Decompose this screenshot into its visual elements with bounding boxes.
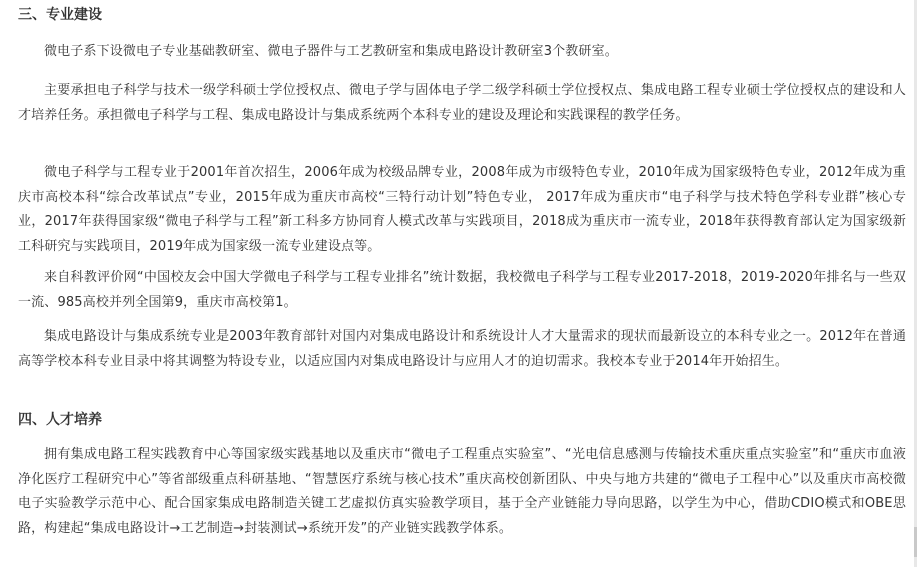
section-heading-talent-cultivation: 四、人才培养 <box>18 412 102 428</box>
paragraph-major-history: 微电子科学与工程专业于2001年首次招生，2006年成为校级品牌专业，2008年成为市级特色专业，2010年成为国家级特色专业，2012年成为重庆市高校本科“综合改革试点”专业，2015年成为重庆市高校“三特行动计划”特色专业， 2017年成为重庆市“电子科学与技术特色学科专业群”核心专业，2017年获得国家级“微电子科学与工程”新工科多方协同育人模式改革与实践项目，2018成为重庆市一流专业，2018年获得教育部认定为国家级新工科研究与实践项目，2019年成为国家级一流专业建设点等。 <box>18 165 906 254</box>
paragraph-ranking: 来自科教评价网“中国校友会中国大学微电子科学与工程专业排名”统计数据，我校微电子科学与工程专业2017-2018，2019-2020年排名与一些双一流、985高校并列全国第9，重庆市高校第1。 <box>18 270 906 310</box>
paragraph-ic-design-major: 集成电路设计与集成系统专业是2003年教育部针对国内对集成电路设计和系统设计人才大量需求的现状而最新设立的本科专业之一。2012年在普通高等学校本科专业目录中将其调整为特设专业，以适应国内对集成电路设计与应用人才的迫切需求。我校本专业于2014年开始招生。 <box>18 329 906 369</box>
paragraph-teaching-offices: 微电子系下设微电子专业基础教研室、微电子器件与工艺教研室和集成电路设计教研室3个教研室。 <box>44 44 618 59</box>
paragraph-degree-programs: 主要承担电子科学与技术一级学科硕士学位授权点、微电子学与固体电子学二级学科硕士学位授权点、集成电路工程专业硕士学位授权点的建设和人才培养任务。承担微电子科学与工程、集成电路设计与集成系统两个本科专业的建设及理论和实践课程的教学任务。 <box>18 83 906 123</box>
section-heading-major-construction: 三、专业建设 <box>18 7 102 23</box>
paragraph-practice-bases: 拥有集成电路工程实践教育中心等国家级实践基地以及重庆市“微电子工程重点实验室”、“光电信息感测与传输技术重庆重点实验室”和“重庆市血液净化医疗工程研究中心”等省部级重点科研基地、“智慧医疗系统与核心技术”重庆高校创新团队、中央与地方共建的“微电子工程中心”以及重庆市高校微电子实验教学示范中心、配合国家集成电路制造关键工艺虚拟仿真实验教学项目，基于全产业链能力导向思路，以学生为中心，借助CDIO模式和OBE思路，构建起“集成电路设计→工艺制造→封装测试→系统开发”的产业链实践教学体系。 <box>18 447 906 536</box>
